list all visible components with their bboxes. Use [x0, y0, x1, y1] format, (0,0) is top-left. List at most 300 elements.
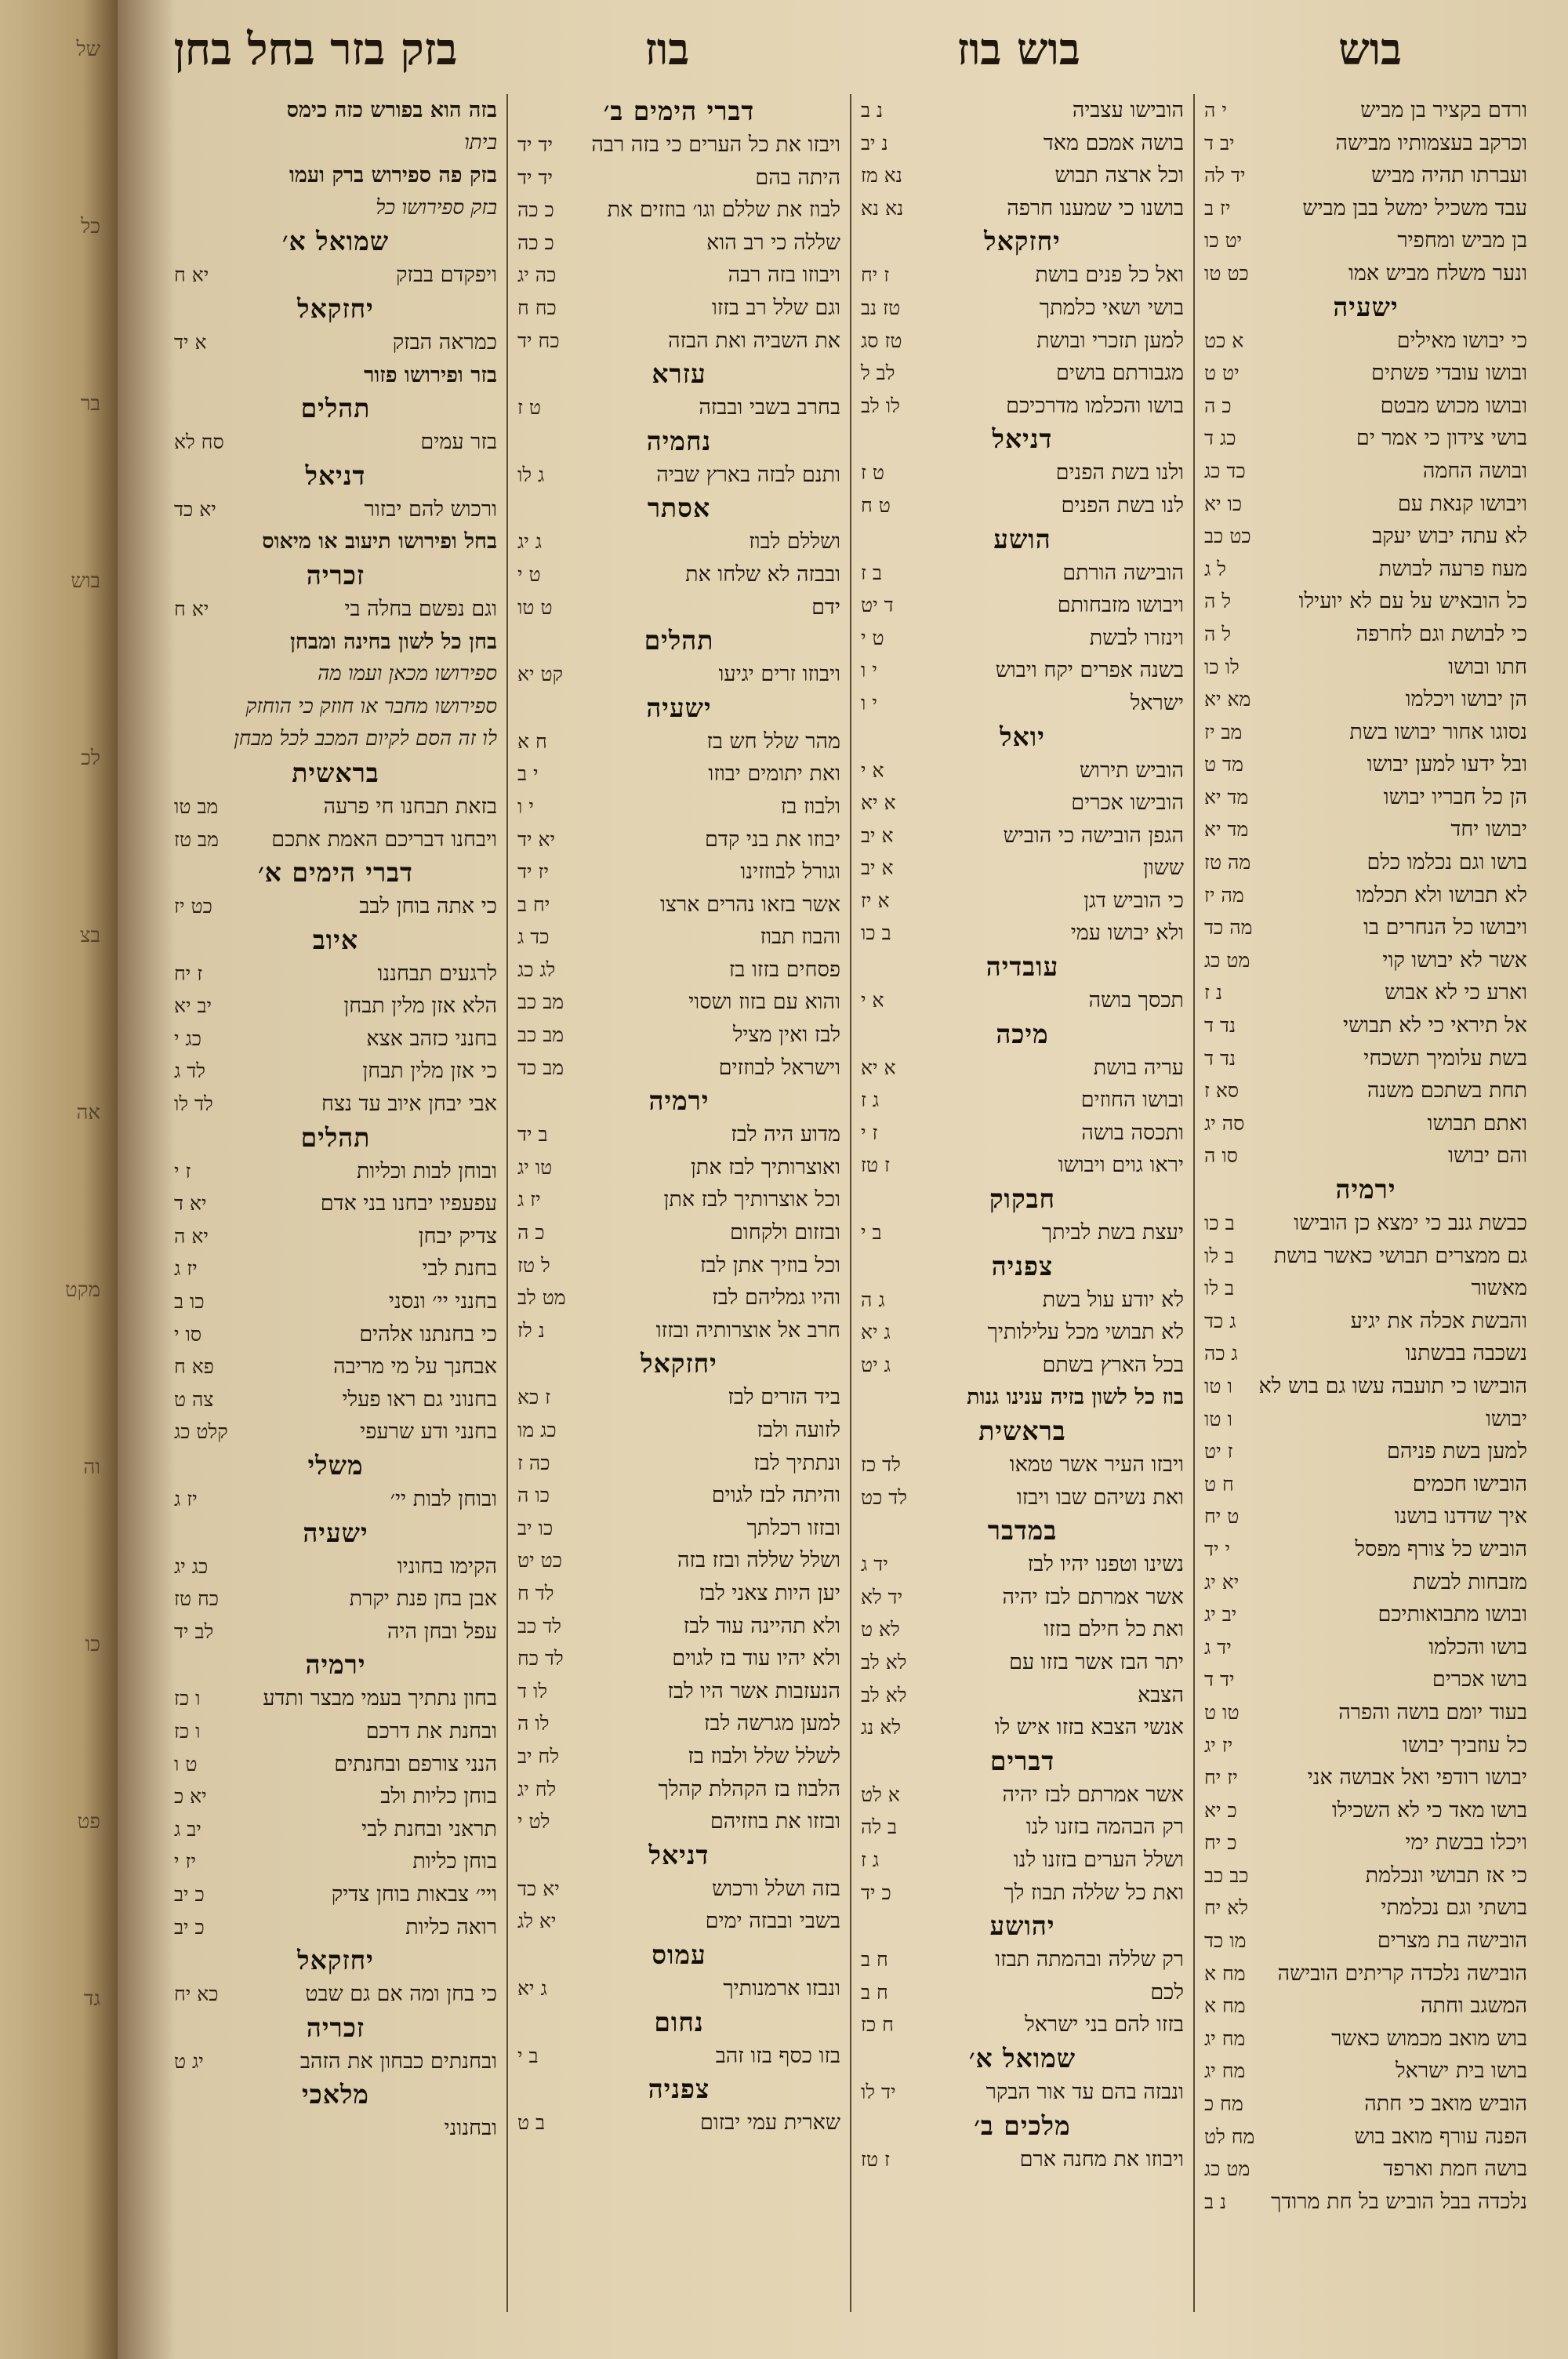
verse-reference: ט י [517, 562, 541, 586]
verse-text: ויבוזו זרים יגיעו [718, 662, 840, 687]
verse-line [861, 1613, 1184, 1646]
verse-text: הובישה נלכדה קריתים הובישה [1277, 1961, 1527, 1986]
verse-line [517, 1972, 840, 2005]
verse-reference: כו ה [517, 1484, 550, 1507]
verse-text: לו זה הסם לקיום המכב לכל מבחן [234, 727, 497, 751]
verse-text: לבוז את שללם וגו׳ בוזזים את [607, 198, 840, 223]
verse-text: ונתתיך לבז [753, 1450, 840, 1475]
verse-reference [174, 127, 182, 160]
verse-line [517, 1381, 840, 1414]
entry-heading [861, 1381, 1184, 1414]
verse-text: לרגעים תבחננו [377, 961, 497, 986]
verse-text: כי לבושת וגם לחרפה [1356, 621, 1527, 646]
verse-reference: ג יא [517, 1976, 547, 2000]
verse-text: בשת עלומיך תשכחי [1363, 1045, 1527, 1070]
verse-text: ולבוז בז [780, 794, 840, 819]
verse-reference [174, 192, 182, 225]
book-heading: עמוס [652, 1939, 706, 1970]
book-heading: ישעיה [303, 1517, 368, 1548]
column-2 [850, 94, 1193, 2312]
verse-line [174, 426, 497, 459]
verse-line [1204, 1729, 1527, 1762]
verse-line [517, 194, 840, 227]
margin-fragment: בצ [79, 924, 100, 947]
verse-reference: ז יט [1204, 1440, 1233, 1463]
verse-line [861, 2076, 1184, 2109]
verse-line [174, 493, 497, 526]
verse-text: עפעפיו יבחנו בני אדם [320, 1191, 497, 1216]
verse-reference: נא נא [861, 196, 904, 220]
verse-line [861, 456, 1184, 489]
verse-text: נלכדה בבל הוביש בל חת מרודך [1271, 2189, 1527, 2214]
verse-line [861, 917, 1184, 950]
verse-text: הצבא [1138, 1682, 1184, 1707]
verse-line [517, 921, 840, 954]
verse-line [174, 990, 497, 1023]
verse-text: בזזו להם בני ישראל [1025, 2012, 1184, 2037]
verse-reference: כח יד [517, 329, 560, 352]
verse-text: מעוז פרעה לבושת [1378, 556, 1527, 581]
verse-text: ביד הזרים לבז [728, 1385, 840, 1410]
verse-text: יבושו [1485, 1406, 1527, 1431]
verse-line [1204, 1042, 1527, 1075]
verse-reference: א יא [861, 791, 896, 815]
verse-line [174, 259, 497, 292]
verse-reference: ז י [861, 1121, 878, 1144]
verse-text: כל הובאיש על עם לא יועילו [1298, 589, 1527, 614]
verse-reference: מח לט [1204, 2125, 1255, 2148]
verse-reference: ח ב [861, 1980, 888, 2004]
verse-line [1204, 1598, 1527, 1631]
margin-fragment: כל [81, 215, 100, 238]
verse-line [517, 325, 840, 358]
book-heading: מלכים ב׳ [974, 2110, 1071, 2141]
verse-text: ולא תהיינה עוד לבז [683, 1613, 840, 1638]
verse-text: איך שדדנו בושנו [1394, 1504, 1527, 1529]
verse-line [517, 1873, 840, 1906]
verse-reference: לו ד [517, 1679, 548, 1703]
verse-line [861, 357, 1184, 390]
book-heading: ירמיה [1335, 1174, 1396, 1205]
verse-text: ונבזה בהם עד אור הבקר [985, 2079, 1184, 2104]
verse-text: הלבוז בז הקהלת קהלך [658, 1776, 840, 1801]
verse-reference: א י [861, 758, 884, 782]
verse-line [174, 192, 497, 225]
verse-line [517, 2106, 840, 2139]
page-headers [149, 24, 1537, 86]
verse-text: בזק ספירושו כל [376, 195, 497, 220]
verse-text: אבן בחן פנת יקרת [349, 1587, 497, 1612]
verse-line [1204, 1403, 1527, 1436]
verse-reference: מב כב [517, 1023, 564, 1047]
entry-heading [174, 359, 497, 392]
verse-line [174, 1845, 497, 1878]
verse-reference: יז ג [174, 1257, 198, 1281]
verse-line [861, 1646, 1184, 1679]
verse-text: וגם שלל רב בזזו [711, 295, 840, 320]
verse-line [861, 2143, 1184, 2176]
verse-text: בוז כל לשון בזיה ענינו גנות [967, 1385, 1184, 1410]
verse-line [1204, 1990, 1527, 2023]
verse-text: לבז ואין מציל [732, 1023, 840, 1048]
verse-text: כי אזן מלין תבחן [362, 1059, 497, 1084]
verse-line [1204, 683, 1527, 716]
book-heading: יחזקאל [297, 1945, 374, 1976]
verse-text: לזועה ולבז [757, 1418, 840, 1442]
margin-fragment: פט [77, 1810, 100, 1834]
verse-text: והם יבושו [1448, 1143, 1527, 1169]
verse-line [517, 2040, 840, 2073]
verse-line [174, 1748, 497, 1781]
verse-text: בושתי וגם נכלמתי [1381, 1896, 1527, 1921]
verse-line [517, 525, 840, 558]
book-heading: אסתר [647, 493, 711, 524]
verse-reference: יג ט [174, 2049, 204, 2073]
verse-text: בחנני ודע שרעפי [360, 1419, 497, 1445]
verse-text: ובחנת את דרכם [365, 1718, 497, 1743]
verse-reference: ג יט [861, 1353, 891, 1376]
verse-line [517, 259, 840, 292]
verse-line [1204, 1272, 1527, 1305]
text-columns [165, 94, 1537, 2312]
verse-reference: כה ז [517, 1451, 550, 1474]
verse-text: אשר לא יבושו קוי [1382, 947, 1527, 972]
verse-text: בעוד יומם בושה והפרה [1338, 1699, 1527, 1725]
verse-text: ורכוש להם יבזור [364, 496, 497, 522]
verse-text: ויבוזו בזה רבה [728, 263, 840, 288]
verse-reference: א יב [861, 856, 894, 880]
verse-text: ותנם לבזה בארץ שביה [656, 462, 840, 487]
verse-text: בחנוני גם ראו פעלי [342, 1387, 497, 1412]
book-heading: שמואל א׳ [281, 226, 390, 257]
verse-text: ואת יתומים יבוזו [708, 761, 840, 787]
verse-text: ובושה החמה [1422, 458, 1527, 483]
verse-line [174, 326, 497, 359]
verse-reference: יד ג [1204, 1635, 1232, 1659]
entry-heading [174, 525, 497, 558]
verse-reference: מה יז [1204, 883, 1244, 907]
verse-line [517, 856, 840, 889]
verse-text: הובישה בת מצרים [1377, 1928, 1527, 1954]
verse-line [174, 1088, 497, 1121]
margin-fragment: בוש [71, 569, 100, 593]
verse-reference: ז טז [861, 2147, 890, 2171]
verse-text: כמראה הבזק [392, 329, 497, 354]
verse-line [174, 1682, 497, 1715]
verse-reference: מט כג [1204, 948, 1250, 972]
verse-text: הגפן הובישה כי הוביש [1003, 823, 1184, 848]
verse-line [1204, 1533, 1527, 1566]
book-heading: דניאל [992, 423, 1053, 455]
verse-reference: ל ג [1204, 557, 1226, 580]
verse-line [1204, 1761, 1527, 1794]
verse-line [174, 1285, 497, 1318]
verse-reference: יז יג [1204, 1733, 1233, 1757]
verse-text: והיו גמליהם לבז [712, 1285, 840, 1310]
verse-line [1204, 553, 1527, 586]
verse-reference: טז סג [861, 329, 902, 352]
concordance-page [118, 0, 1568, 2359]
verse-text: הנעזבות אשר היו לבז [667, 1678, 840, 1703]
book-heading: יחזקאל [984, 226, 1061, 257]
verse-text: הובישו עצביה [1072, 98, 1184, 122]
margin-fragment: מקט [64, 1278, 100, 1302]
margin-fragment: של [76, 38, 100, 61]
verse-reference: סח לא [174, 431, 224, 454]
verse-reference: כ יח [1204, 1831, 1237, 1855]
verse-text: בושו והכלמו מדרכיכם [1006, 393, 1184, 418]
verse-text: בוחן כליות [412, 1849, 497, 1874]
verse-reference: יט ט [1204, 362, 1240, 385]
verse-text: ויבוזו את מחנה ארם [1019, 2146, 1184, 2172]
verse-line [174, 1483, 497, 1516]
verse-line [861, 1844, 1184, 1877]
verse-line [861, 1316, 1184, 1349]
verse-line [517, 1052, 840, 1085]
column-1 [1193, 94, 1537, 2312]
verse-text: עריה בושת [1093, 1055, 1184, 1080]
verse-reference: כ יב [174, 1882, 205, 1906]
verse-line [861, 325, 1184, 358]
verse-line [517, 1773, 840, 1806]
verse-line [517, 1447, 840, 1480]
verse-reference: כו יב [517, 1516, 554, 1539]
verse-reference: לט י [517, 1810, 550, 1834]
verse-reference: ט יח [1204, 1505, 1240, 1528]
verse-line [517, 758, 840, 791]
book-heading: עובדיה [985, 951, 1059, 983]
verse-text: היתה בהם [755, 165, 840, 190]
book-heading: בראשית [978, 1416, 1066, 1446]
verse-line [861, 127, 1184, 160]
verse-reference: לב ל [861, 362, 895, 385]
verse-line [517, 1281, 840, 1314]
book-heading: הושע [993, 523, 1051, 554]
verse-line [861, 885, 1184, 918]
verse-text: נשכבה בבשתנו [1405, 1341, 1527, 1366]
verse-text: בזו כסף בזו זהב [715, 2043, 840, 2068]
verse-text: אשר אמרתם לבז יהיה [1002, 1584, 1184, 1609]
verse-line [1204, 716, 1527, 749]
verse-text: לשלל שלל ולבוז בז [688, 1743, 840, 1768]
verse-reference: לח יג [517, 1777, 557, 1801]
verse-reference: מד יא [1204, 785, 1249, 809]
verse-reference: א יז [861, 889, 890, 912]
verse-text: בזר ופירושו פזור [364, 362, 497, 387]
verse-text: הן יבושו ויכלמו [1405, 687, 1527, 712]
verse-reference: יד לו [861, 2080, 896, 2103]
verse-reference: ח ב [861, 1948, 888, 1972]
verse-reference: ל ה [1204, 590, 1232, 613]
verse-reference: לד כח [517, 1647, 564, 1670]
verse-line [861, 787, 1184, 820]
verse-reference: מד ט [1204, 753, 1243, 776]
verse-text: ובזזו את בוזזיהם [710, 1809, 840, 1834]
book-heading: יחזקאל [297, 293, 374, 324]
book-heading: דברים [989, 1745, 1055, 1776]
verse-reference: ב ט [517, 2111, 546, 2135]
verse-text: הוביש מואב כי חתה [1364, 2092, 1527, 2117]
verse-text: כל עוזביך יבושו [1402, 1732, 1527, 1757]
verse-line [1204, 1074, 1527, 1107]
verse-line [1204, 357, 1527, 390]
verse-text: נשינו וטפנו יהיו לבז [1027, 1552, 1184, 1577]
verse-reference: ב י [517, 2044, 539, 2067]
verse-text: יעצת בשת לביתך [1041, 1220, 1184, 1245]
verse-reference: יב יא [174, 994, 212, 1018]
verse-reference: ג ז [861, 1089, 880, 1112]
verse-text: ובל ידעו למען יבושו [1367, 752, 1527, 777]
verse-reference: יא כד [517, 1877, 560, 1900]
verse-line [1204, 976, 1527, 1009]
verse-line [517, 558, 840, 591]
verse-reference: נד ד [1204, 1046, 1236, 1070]
verse-line [1204, 192, 1527, 225]
verse-line [517, 1740, 840, 1773]
verse-reference: נ יב [861, 131, 888, 154]
book-heading: חבקוק [989, 1183, 1056, 1215]
verse-text: בושו מאד כי לא השכילו [1331, 1797, 1527, 1823]
book-heading: יואל [1000, 721, 1045, 752]
verse-line [861, 1976, 1184, 2009]
verse-text: אשר אמרתם לבז יהיה [1002, 1782, 1184, 1807]
verse-reference: ו טו [1204, 1407, 1232, 1430]
verse-line [861, 159, 1184, 192]
verse-reference [174, 159, 182, 192]
verse-text: ובושו החוזים [1080, 1088, 1184, 1113]
verse-reference: ב כו [1204, 1212, 1235, 1234]
verse-line [517, 791, 840, 823]
verse-text: ושללם לבוז [749, 529, 840, 554]
verse-line [861, 1711, 1184, 1744]
book-heading: דברי הימים א׳ [258, 857, 413, 889]
verse-text: ואת כל חילם בזזו [1044, 1617, 1184, 1642]
verse-line [1204, 1435, 1527, 1468]
verse-reference: יט כו [1204, 229, 1243, 253]
verse-reference: ז יח [861, 264, 890, 287]
verse-line [1204, 944, 1527, 977]
verse-line [1204, 1957, 1527, 1990]
verse-line [517, 1118, 840, 1151]
book-heading: נחמיה [646, 425, 712, 456]
verse-line [174, 691, 497, 724]
book-heading: ירמיה [648, 1085, 710, 1117]
verse-text: חתו ובושו [1448, 654, 1527, 679]
verse-text: כי בחן ומה אם גם שבט [305, 1982, 497, 2007]
verse-text: בן מביש ומחפיר [1397, 228, 1527, 253]
verse-reference: י ב [517, 762, 539, 786]
verse-line [517, 1512, 840, 1545]
verse-line [517, 889, 840, 921]
book-heading: נחום [654, 2006, 704, 2037]
verse-line [174, 1383, 497, 1416]
verse-text: הנני צורפם ובחנתים [334, 1751, 497, 1776]
verse-reference: ז י [174, 1159, 191, 1183]
verse-text: וישראל לבוזזים [718, 1055, 840, 1080]
verse-reference: לא ט [861, 1618, 900, 1641]
verse-reference: מח יג [1204, 2059, 1246, 2083]
verse-reference: א לט [861, 1783, 900, 1806]
verse-line [861, 984, 1184, 1017]
verse-text: ויבזו העיר אשר טמאו [1009, 1452, 1184, 1477]
verse-reference [174, 723, 182, 756]
verse-reference: כה יג [517, 264, 557, 287]
verse-line [174, 958, 497, 990]
verse-line [517, 823, 840, 856]
verse-line [1204, 911, 1527, 944]
verse-reference: טו ט [1204, 1700, 1240, 1724]
verse-reference: לו ה [517, 1712, 550, 1736]
verse-text: תראני ובחנת לבי [361, 1816, 497, 1841]
verse-text: בזה הוא בפורש כזה כימס [286, 98, 497, 122]
verse-line [1204, 1663, 1527, 1696]
verse-text: וכל בוזיך אתן לבז [700, 1252, 840, 1278]
verse-reference: מב כד [517, 1056, 564, 1079]
verse-reference: י ה [1204, 99, 1227, 122]
verse-line [517, 658, 840, 691]
verse-line [1204, 1107, 1527, 1140]
entry-heading [174, 626, 497, 659]
verse-text: מאשור [1471, 1276, 1527, 1301]
verse-text: בחון נתתיך בעמי מבצר ותדע [263, 1686, 497, 1711]
verse-text: הובישו אכרים [1071, 791, 1184, 816]
verse-line [1204, 1370, 1527, 1403]
verse-line [861, 1052, 1184, 1085]
verse-reference: ט ז [517, 396, 542, 420]
verse-reference: ט ו [174, 1752, 198, 1776]
verse-text: הן כל חבריו יבושו [1383, 784, 1527, 809]
verse-reference: כו יא [1204, 492, 1243, 515]
verse-line [1204, 2186, 1527, 2219]
book-heading: מיכה [996, 1018, 1049, 1049]
verse-reference: כג יג [174, 1554, 209, 1578]
verse-reference: כג י [174, 1027, 201, 1050]
verse-reference: סו י [174, 1322, 202, 1346]
verse-line [1204, 781, 1527, 814]
verse-text: ונער משלח מביש אמו [1348, 260, 1527, 285]
verse-reference: נ לז [517, 1318, 545, 1342]
verse-reference: לג כג [517, 958, 556, 981]
book-heading: ישעיה [646, 692, 712, 723]
verse-reference: ח ט [1204, 1472, 1234, 1496]
verse-reference: ג ז [861, 1848, 880, 1871]
verse-reference: כט יז [174, 895, 212, 918]
verse-line [1204, 618, 1527, 651]
verse-text: לא תבושו ולא תכלמו [1356, 882, 1527, 907]
verse-text: בושו והכלמו [1428, 1634, 1527, 1659]
verse-reference: לו כו [1204, 655, 1240, 678]
book-heading: דברי הימים ב׳ [603, 96, 755, 126]
verse-text: ונבזו ארמנותיך [723, 1976, 840, 2001]
verse-line [861, 94, 1184, 127]
verse-line [1204, 2055, 1527, 2088]
verse-text: ויי׳ צבאות בוחן צדיק [331, 1881, 497, 1906]
book-heading: זכריה [306, 2012, 365, 2043]
verse-reference: יח ב [517, 892, 550, 916]
verse-line [1204, 1826, 1527, 1859]
verse-text: ואת כל שללה תבוז לך [1004, 1880, 1184, 1905]
verse-text: ובחנתים כבחון את הזהב [299, 2048, 497, 2074]
verse-reference: יז יח [1204, 1766, 1238, 1790]
margin-fragment: בר [80, 392, 100, 416]
verse-line [517, 1544, 840, 1577]
margin-fragment: כו [85, 1633, 100, 1656]
verse-reference: קט יא [517, 663, 563, 686]
margin-fragment: לכ [81, 747, 100, 770]
verse-text: בזאת תבחנו חי פרעה [323, 794, 497, 819]
verse-line [861, 292, 1184, 325]
verse-line [517, 1216, 840, 1249]
